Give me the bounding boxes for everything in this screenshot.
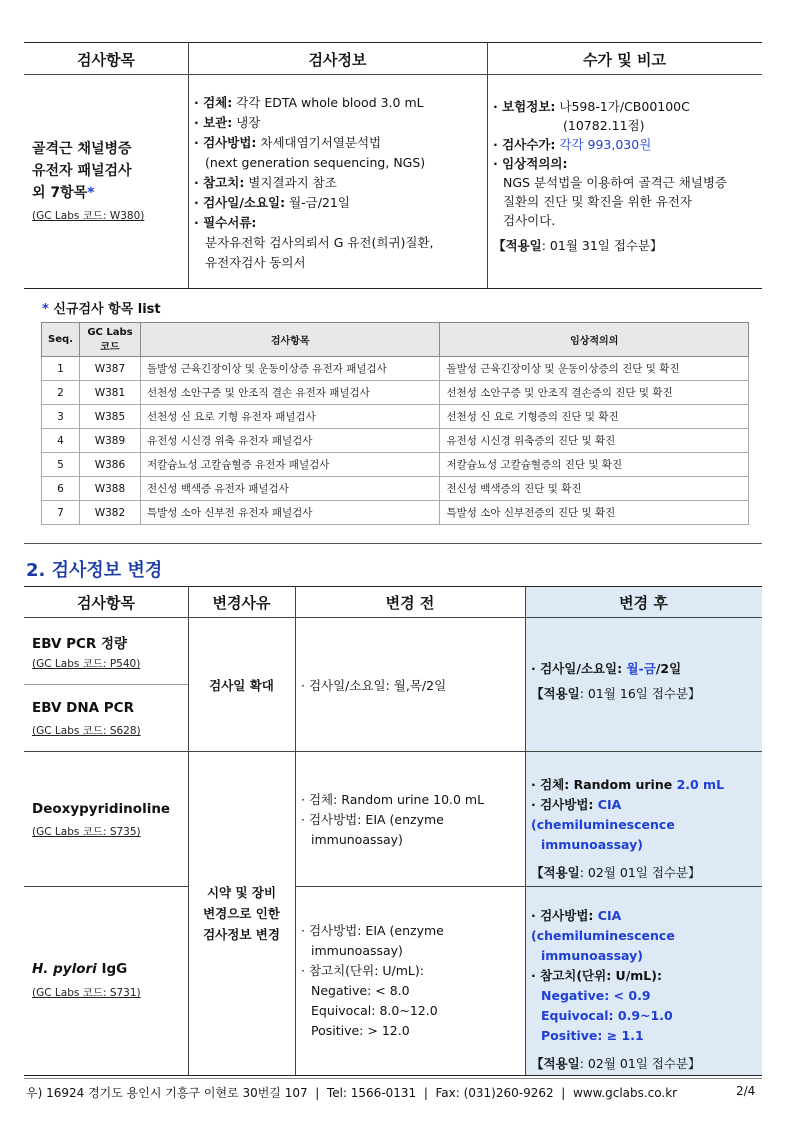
hpylori-after: · 검사방법: CIA (chemiluminescence immunoassay) · 참고치(단위: U/mL): Negative: < 0.9 Equivocal: 0.9~1.0 Positive: ≥ 1.1 【적용일: 02월 01일 접수분】 (531, 906, 759, 1074)
apply-date: 【적용일: 02월 01일 접수분】 (531, 865, 701, 880)
ebv-dna-item: EBV DNA PCR (32, 700, 134, 716)
table-row: 7 W382 특발성 소아 신부전 유전자 패널검사 특발성 소아 신부전증의 진단 및 확진 (42, 501, 749, 525)
reagent-change-reason: 시약 및 장비 변경으로 인한 검사정보 변경 (203, 885, 280, 942)
test-info-cell: · 검체: 각각 EDTA whole blood 3.0 mL · 보관: 냉장 · 검사방법: 차세대염기서열분석법 (next generation sequencing, NGS) · 참고치: 별지결과지 참조 · 검사일/소요일: 월-금/21일 · 필수서류: 분자유전학 검사의뢰서 G 유전(희귀)질환, 유전자검사 동의서 (194, 95, 434, 270)
new-items-table (41, 322, 749, 525)
table-row: 5 W386 저칼슘뇨성 고칼슘혈증 유전자 패널검사 저칼슘뇨성 고칼슘혈증의 진단 및 확진 (42, 453, 749, 477)
dpd-code-link[interactable]: (GC Labs 코드: S735) (32, 826, 141, 838)
asterisk: * (87, 185, 95, 201)
new-list-title: * 신규검사 항목 list (42, 302, 161, 317)
page-number: 2/4 (736, 1084, 756, 1098)
hpylori-before: · 검사방법: EIA (enzyme immunoassay) · 참고치(단위: U/mL): Negative: < 8.0 Equivocal: 8.0~12.0 Positive: > 12.0 (301, 923, 444, 1038)
header2-after: 변경 후 (619, 594, 668, 612)
ebv-pcr-code-link[interactable]: (GC Labs 코드: P540) (32, 658, 141, 670)
section2-title: 2. 검사정보 변경 (26, 560, 163, 581)
ebv-dna-code-link[interactable]: (GC Labs 코드: S628) (32, 725, 141, 737)
header2-reason: 변경사유 (212, 594, 271, 612)
hpylori-item: H. pylori IgG (32, 961, 128, 977)
ebv-reason: 검사일 확대 (209, 678, 274, 693)
dpd-after: · 검체: Random urine 2.0 mL · 검사방법: CIA (chemiluminescence immunoassay) 【적용일: 02월 01일 접수분】 (531, 775, 759, 883)
test-item-name: 골격근 채널병증 유전자 패널검사 외 7항목* (32, 141, 132, 201)
col-code: GC Labs 코드 (79, 323, 140, 357)
table-row: 4 W389 유전성 시신경 위축 유전자 패널검사 유전성 시신경 위축증의 진단 및 확진 (42, 429, 749, 453)
footer-address: 우) 16924 경기도 용인시 기흥구 이현로 30번길 107 | Tel: 1566-0131 | Fax: (031)260-9262 | www.gclabs.co.kr (26, 1086, 678, 1100)
col-meaning: 임상적의의 (440, 323, 749, 357)
test-code-link[interactable]: (GC Labs 코드: W380) (32, 210, 145, 222)
table-row: 2 W381 선천성 소안구증 및 안조직 결손 유전자 패널검사 선천성 소안구증 및 안조직 결손증의 진단 및 확진 (42, 381, 749, 405)
col-item: 검사항목 (140, 323, 440, 357)
table-row: 1 W387 돌발성 근육긴장이상 및 운동이상증 유전자 패널검사 돌발성 근육긴장이상 및 운동이상증의 진단 및 확진 (42, 357, 749, 381)
table-row: 6 W388 전신성 백색증 유전자 패널검사 전신성 백색증의 진단 및 확진 (42, 477, 749, 501)
apply-date: 【적용일: 01월 16일 접수분】 (531, 686, 701, 701)
ebv-before: · 검사일/소요일: 월,목/2일 (301, 678, 447, 693)
dpd-item: Deoxypyridinoline (32, 801, 171, 817)
header-test-info: 검사정보 (308, 51, 367, 69)
header2-before: 변경 전 (385, 594, 435, 612)
apply-date: 【적용일: 02월 01일 접수분】 (531, 1056, 701, 1071)
ebv-pcr-item: EBV PCR 정량 (32, 636, 128, 652)
fee-notes-cell: · 보험정보: 나598-1가/CB00100C (10782.11점) · 검사수가: 각각 993,030원 · 임상적의의: NGS 분석법을 이용하여 골격근 채널병증 질환의 진단 및 확진을 위한 유전자 검사이다. 【적용일: 01월 31일 접수분】 (493, 97, 759, 255)
table-row: 3 W385 선천성 신 요로 기형 유전자 패널검사 선천성 신 요로 기형증의 진단 및 확진 (42, 405, 749, 429)
col-seq: Seq. (42, 323, 80, 357)
apply-date: 【적용일: 01월 31일 접수분】 (493, 238, 663, 253)
ebv-after: · 검사일/소요일: 월-금/2일 【적용일: 01월 16일 접수분】 (531, 660, 759, 703)
header-fee-notes: 수가 및 비고 (583, 51, 666, 69)
dpd-before: · 검체: Random urine 10.0 mL · 검사방법: EIA (enzyme immunoassay) (301, 792, 485, 847)
header-test-item: 검사항목 (77, 51, 135, 69)
hpylori-code-link[interactable]: (GC Labs 코드: S731) (32, 987, 141, 999)
header2-test-item: 검사항목 (77, 594, 135, 612)
